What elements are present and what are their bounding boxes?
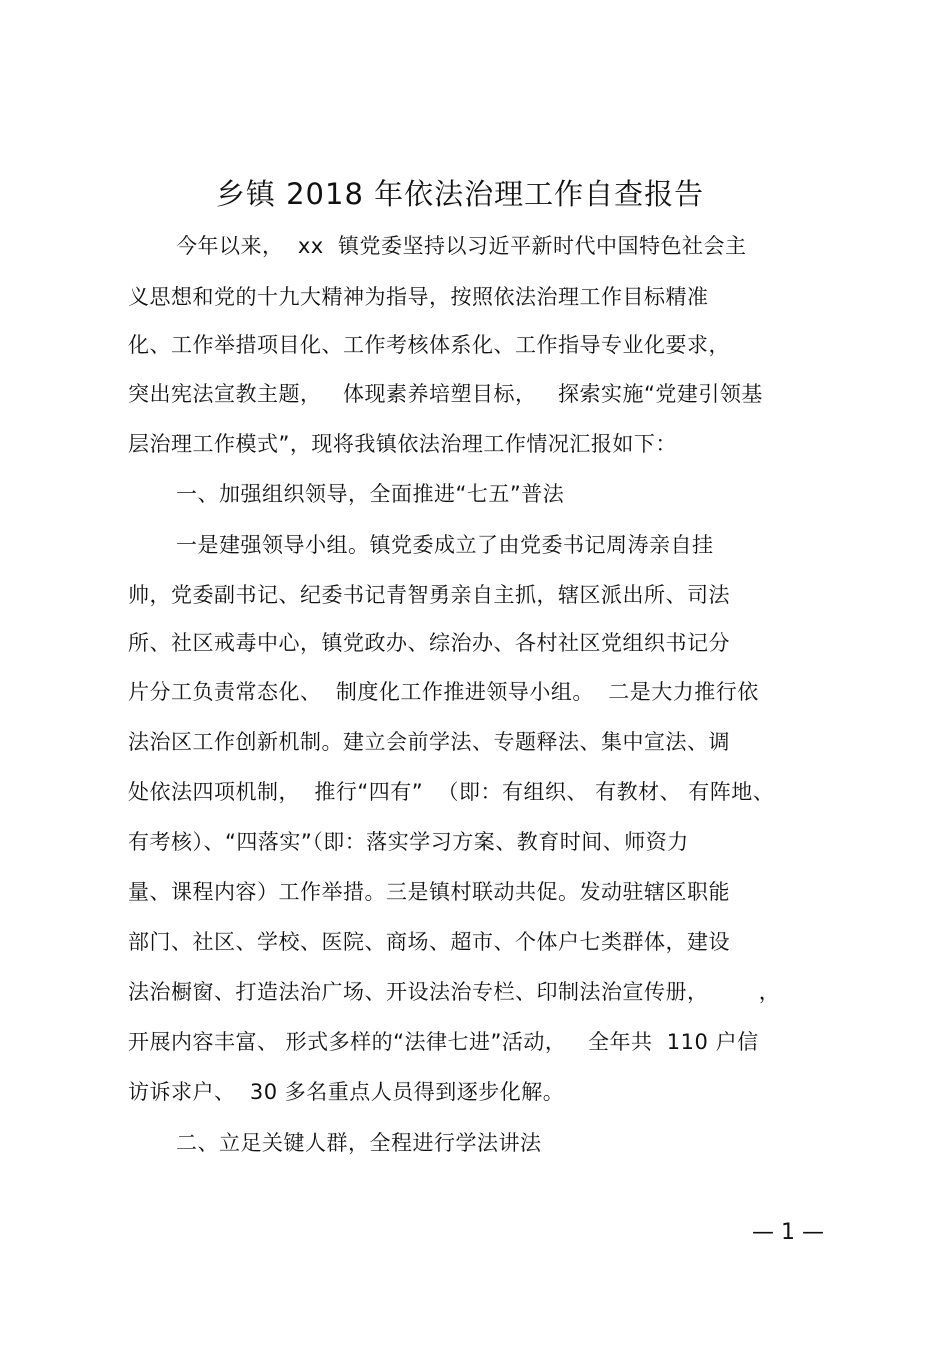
section-heading: 一、加强组织领导，全面推进“七五”普法 — [176, 482, 565, 506]
paragraph-line: 法治橱窗、打造法治广场、开设法治专栏、印制法治宣传册， ， — [128, 980, 781, 1004]
paragraph-line: 有考核）、“四落实”（即：落实学习方案、教育时间、师资力 — [128, 830, 689, 854]
paragraph-line: 开展内容丰富、 形式多样的“法律七进”活动， 全年共 110 户信 — [128, 1030, 759, 1054]
paragraph-line: 帅，党委副书记、纪委书记青智勇亲自主抓，辖区派出所、司法 — [128, 583, 730, 607]
paragraph-line: 层治理工作模式”，现将我镇依法治理工作情况汇报如下： — [128, 432, 677, 456]
paragraph-line: 访诉求户、 30 多名重点人员得到逐步化解。 — [128, 1080, 565, 1104]
section-heading: 二、立足关键人群，全程进行学法讲法 — [176, 1131, 542, 1155]
paragraph-line: 片分工负责常态化、 制度化工作推进领导小组。 二是大力推行依 — [128, 680, 759, 704]
paragraph-line: 部门、社区、学校、医院、商场、超市、个体户七类群体，建设 — [128, 930, 730, 954]
paragraph-line: 今年以来， xx 镇党委坚持以习近平新时代中国特色社会主 — [176, 234, 747, 258]
paragraph-line: 法治区工作创新机制。建立会前学法、专题释法、集中宣法、调 — [128, 730, 730, 754]
paragraph-line: 量、课程内容）工作举措。三是镇村联动共促。发动驻辖区职能 — [128, 880, 730, 904]
paragraph-line: 化、工作举措项目化、工作考核体系化、工作指导专业化要求， — [128, 333, 730, 357]
paragraph-line: 所、社区戒毒中心，镇党政办、综治办、各村社区党组织书记分 — [128, 631, 730, 655]
page-number: — 1 — — [752, 1220, 824, 1245]
document-title: 乡镇 2018 年依法治理工作自查报告 — [215, 177, 705, 211]
paragraph-line: 义思想和党的十九大精神为指导，按照依法治理工作目标精准 — [128, 285, 709, 309]
paragraph-line: 处依法四项机制， 推行“四有” （即：有组织、 有教材、 有阵地、 — [128, 780, 775, 804]
paragraph-line: 突出宪法宣教主题， 体现素养培塑目标， 探索实施“党建引领基 — [128, 382, 763, 406]
paragraph-line: 一是建强领导小组。镇党委成立了由党委书记周涛亲自挂 — [176, 533, 714, 557]
